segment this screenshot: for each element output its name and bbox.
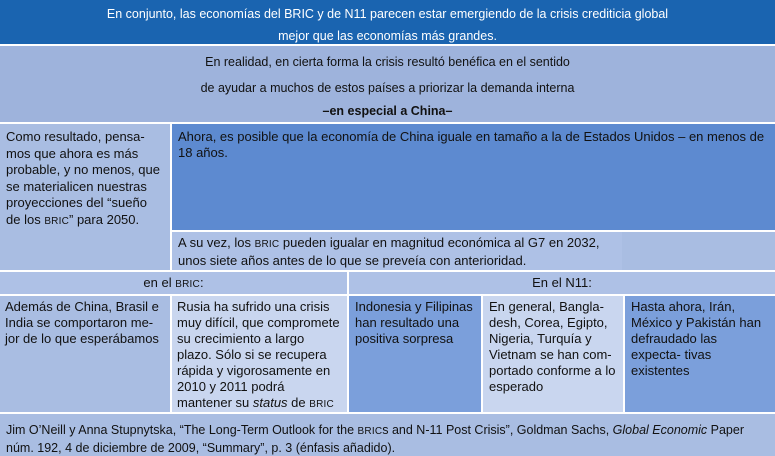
china-text: Ahora, es posible que la economía de China iguale en tamaño a la de Estados Unidos – en menos de 18 años. (178, 129, 765, 160)
indonesia-text: Indonesia y Filipinas han resultado una positiva sorpresa (355, 299, 473, 346)
russia-cell (172, 296, 347, 412)
projection-text: de los (6, 211, 45, 227)
n11-label-text: En el N11: (532, 275, 592, 290)
indonesia-cell (349, 296, 481, 412)
bric-term: BRIC (175, 279, 200, 290)
general-text: En general, Bangla- desh, Corea, Egipto, Nigeria, Turquía y Vietnam se han com- portado conforme a lo esperado (489, 299, 616, 394)
n11-label (349, 272, 775, 294)
bric-term: BRIC (254, 239, 280, 250)
citation-footer (0, 414, 775, 456)
intro-line-2: de ayudar a muchos de estos países a priorizar la demanda interna (200, 81, 575, 95)
brazil-india-text: Además de China, Brasil e India se comportaron me- jor de lo que esperábamos (5, 299, 159, 346)
projection-box (0, 124, 170, 270)
intro-line-3: –en especial a China– (322, 104, 453, 118)
bric-label-text: en el (143, 275, 176, 290)
russia-status-term: status (252, 395, 288, 410)
bric-term: BRIC (357, 426, 383, 437)
projection-line: mos que ahora es más (6, 145, 139, 161)
intro-line-1: En realidad, en cierta forma la crisis resultó benéfica en el sentido (205, 55, 570, 69)
header-banner (0, 0, 775, 46)
projection-line: se materialicen nuestras (6, 178, 147, 194)
bric-term: BRIC (309, 399, 334, 410)
china-box (172, 124, 775, 230)
intro-block (0, 46, 775, 122)
bric-term: BRIC (44, 215, 70, 227)
citation-text: Paper núm. 192, 4 de diciembre de 2009, “Summary”, p. 3 (énfasis añadido). (6, 423, 745, 455)
projection-line (6, 212, 164, 231)
brazil-india-cell (0, 296, 170, 412)
bric-label (0, 272, 347, 294)
general-cell (483, 296, 623, 412)
header-line-2: mejor que las economías más grandes. (278, 29, 497, 43)
bric-label-text: : (199, 275, 204, 290)
russia-text: Rusia ha sufrido una crisis muy difícil, que compromete su crecimiento a largo plazo. Sólo si se recupera rápida y vigorosamente en 2010 y 2011 podrá mantener su (177, 299, 340, 410)
iran-cell (625, 296, 775, 412)
citation-text: Jim O’Neill y Anna Stupnytska, “The Long-Term Outlook for the (6, 423, 358, 437)
projection-text: ” para 2050. (69, 211, 140, 227)
projection-line: Como resultado, pensa- (6, 129, 145, 144)
russia-text: de (287, 395, 310, 410)
g7-text: A su vez, los (178, 235, 255, 250)
projection-line: probable, y no menos, que (6, 162, 160, 177)
citation-journal: Global Economic (612, 423, 708, 437)
citation-text: s and N-11 Post Crisis”, Goldman Sachs, (382, 423, 613, 437)
g7-box (172, 232, 622, 270)
g7-text: pueden igualar en magnitud económica al G7 en 2032, unos siete años antes de lo que se preveía con anterioridad. (178, 235, 600, 268)
header-line-1: En conjunto, las economías del BRIC y de N11 parecen estar emergiendo de la crisis crediticia global (106, 7, 669, 21)
iran-text: Hasta ahora, Irán, México y Pakistán han defraudado las expecta- tivas existentes (631, 299, 762, 378)
g7-box-spacer (622, 232, 775, 270)
projection-line: proyecciones del “sueño (6, 195, 147, 210)
